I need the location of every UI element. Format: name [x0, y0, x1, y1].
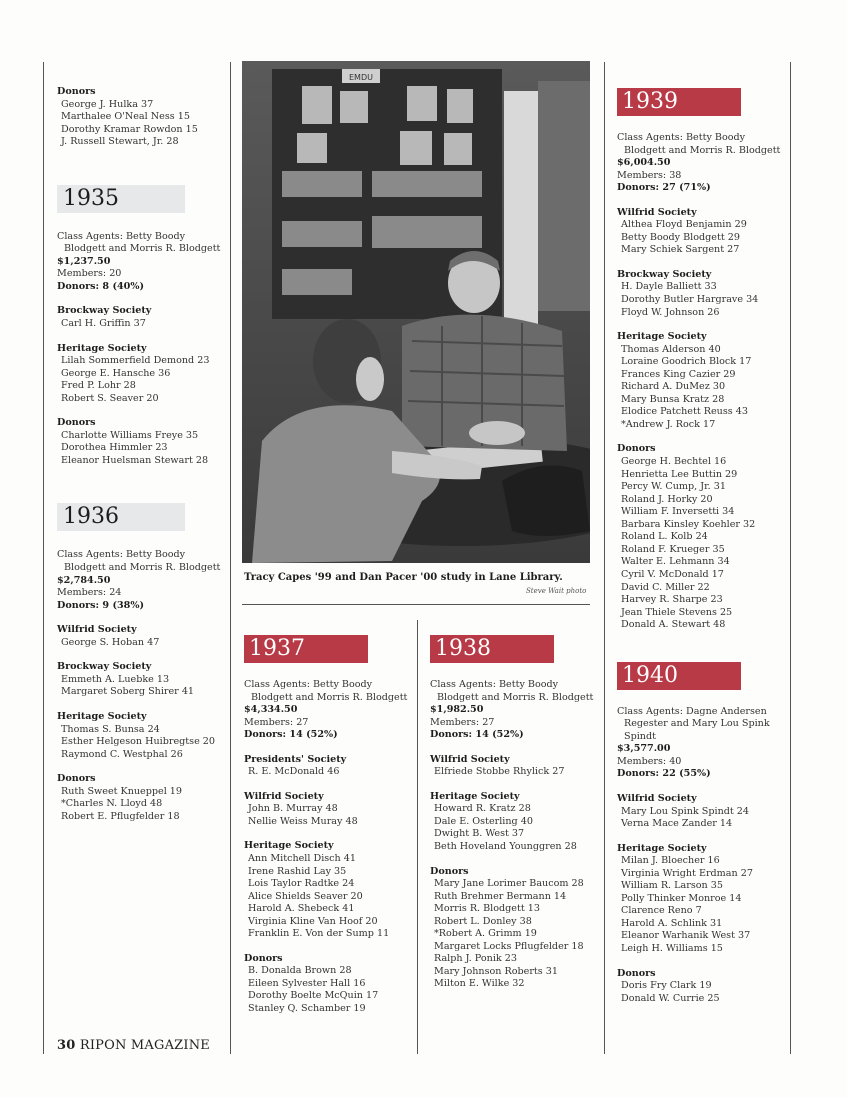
page-number: 30: [57, 1038, 76, 1053]
donor-name: David C. Miller 22: [621, 581, 710, 593]
donor-name: Dale E. Osterling 40: [434, 815, 533, 827]
donor-name: Betty Boody Blodgett 29: [621, 231, 740, 243]
donor-name: Eileen Sylvester Hall 16: [248, 977, 366, 989]
donor-name: Carl H. Griffin 37: [61, 318, 146, 330]
donor-name: Thomas Alderson 40: [621, 343, 721, 355]
class-agents-cont: Blodgett and Morris R. Blodgett: [251, 691, 408, 703]
name-list: [57, 99, 227, 149]
donor-name: Ann Mitchell Disch 41: [248, 853, 356, 865]
class-agents: Class Agents: Betty Boody: [57, 549, 186, 561]
class-1939: [617, 88, 789, 632]
section-heading: Heritage Society: [57, 342, 147, 354]
donor-name: Robert S. Seaver 20: [61, 392, 159, 404]
donor-name: Eleanor Huelsman Stewart 28: [61, 454, 209, 466]
name-list: [617, 456, 789, 632]
members: Members: 24: [57, 587, 122, 599]
donor-name: Beth Hoveland Younggren 28: [434, 841, 577, 853]
donor-name: Margaret Locks Pflugfelder 18: [434, 940, 584, 952]
wilfrid-society: [57, 624, 227, 649]
section-heading: Heritage Society: [617, 842, 707, 854]
section-heading: Wilfrid Society: [430, 753, 510, 765]
donor-name: Leigh H. Williams 15: [621, 942, 723, 954]
donor-name: Ruth Sweet Knueppel 19: [61, 785, 183, 797]
section-heading: Wilfrid Society: [57, 624, 137, 636]
donor-name: Elfriede Stobbe Rhylick 27: [434, 766, 565, 778]
donor-name: Barbara Kinsley Koehler 32: [621, 518, 756, 530]
class-agents-cont: Blodgett and Morris R. Blodgett: [624, 144, 781, 156]
name-list: [430, 878, 600, 991]
donors-count: Donors: 27 (71%): [617, 182, 711, 194]
class-agents-cont: Blodgett and Morris R. Blodgett: [437, 691, 594, 703]
donor-name: H. Dayle Balliett 33: [621, 281, 717, 293]
name-list: [57, 355, 227, 405]
donor-name: Roland F. Krueger 35: [621, 543, 725, 555]
section-heading: Donors: [617, 443, 656, 455]
donor-name: Percy W. Cump, Jr. 31: [621, 481, 726, 493]
donor-name: Emmeth A. Luebke 13: [61, 673, 170, 685]
year-heading: 1938: [430, 635, 554, 663]
class-agents: Class Agents: Betty Boody: [57, 230, 186, 242]
section-heading: Donors: [57, 773, 96, 785]
name-list: [244, 853, 414, 941]
donor-name: *Charles N. Lloyd 48: [61, 798, 163, 810]
column-rule-right: [790, 62, 791, 1054]
name-list: [57, 318, 227, 331]
donor-name: Howard R. Kratz 28: [434, 803, 531, 815]
donor-name: Cyril V. McDonald 17: [621, 568, 724, 580]
wilfrid-society: [244, 791, 414, 829]
donor-name: William R. Larson 35: [621, 880, 723, 892]
donor-name: Verna Mace Zander 14: [621, 818, 733, 830]
donor-name: Clarence Reno 7: [621, 905, 702, 917]
donor-name: Harold A. Schlink 31: [621, 917, 723, 929]
donors-block-continued: [57, 86, 227, 149]
class-summary: [617, 706, 789, 781]
donor-name: Ruth Brehmer Bermann 14: [434, 890, 567, 902]
column-1: [57, 86, 227, 835]
class-agents: Class Agents: Betty Boody: [430, 679, 559, 690]
section-heading: Heritage Society: [430, 790, 520, 802]
donor-name: Franklin E. Von der Sump 11: [248, 928, 390, 940]
class-agents: Class Agents: Betty Boody: [617, 132, 746, 143]
class-1940: [617, 662, 789, 1005]
donors-count: Donors: 9 (38%): [57, 599, 144, 611]
donor-name: Walter E. Lehmann 34: [621, 556, 730, 568]
section-heading: Donors: [244, 952, 283, 964]
class-1935: [57, 185, 227, 468]
donor-name: Milton E. Wilke 32: [434, 978, 525, 990]
class-1938: [430, 635, 600, 1003]
donor-name: Loraine Goodrich Block 17: [621, 356, 752, 368]
section-heading: Heritage Society: [617, 331, 707, 343]
donor-name: George E. Hansche 36: [61, 367, 171, 379]
donor-name: B. Donalda Brown 28: [248, 965, 352, 977]
name-list: [57, 724, 227, 762]
year-heading: 1939: [617, 88, 741, 116]
donor-name: Stanley Q. Schamber 19: [248, 1003, 366, 1015]
donor-name: J. Russell Stewart, Jr. 28: [61, 136, 179, 148]
section-heading: Brockway Society: [617, 268, 712, 280]
wilfrid-society: [430, 754, 600, 779]
column-rule-2: [230, 62, 231, 1054]
heritage-society: [430, 791, 600, 854]
donor-name: Mary Jane Lorimer Baucom 28: [434, 878, 584, 890]
section-heading: Brockway Society: [57, 305, 152, 317]
donor-name: Irene Rashid Lay 35: [248, 865, 347, 877]
donor-name: Virginia Kline Van Hoof 20: [248, 915, 378, 927]
members: Members: 27: [430, 716, 495, 728]
donor-name: Dorothy Kramar Rowdon 15: [61, 123, 198, 135]
class-agents-cont: Blodgett and Morris R. Blodgett: [64, 243, 221, 255]
donor-name: Raymond C. Westphal 26: [61, 748, 183, 760]
photo-credit: Steve Wait photo: [526, 587, 587, 595]
heritage-society: [617, 331, 789, 431]
presidents-society: [244, 754, 414, 779]
section-heading: Heritage Society: [57, 710, 147, 722]
donor-name: Jean Thiele Stevens 25: [621, 606, 733, 618]
photo-caption: Tracy Capes '99 and Dan Pacer '00 study in Lane Library.: [244, 572, 563, 583]
donor-name: George J. Hulka 37: [61, 98, 154, 110]
donors-count: Donors: 22 (55%): [617, 768, 711, 780]
donor-name: Althea Floyd Benjamin 29: [621, 219, 747, 231]
donor-name: Roland J. Horky 20: [621, 493, 713, 505]
year-heading: 1936: [57, 503, 185, 531]
donor-name: Elodice Patchett Reuss 43: [621, 406, 748, 418]
magazine-name: RIPON MAGAZINE: [79, 1038, 210, 1053]
wilfrid-society: [617, 793, 789, 831]
class-agents: Class Agents: Betty Boody: [244, 679, 373, 690]
donor-name: Robert L. Donley 38: [434, 915, 532, 927]
donor-name: Morris R. Blodgett 13: [434, 903, 540, 915]
amount: $1,982.50: [430, 704, 484, 716]
donor-name: Milan J. Bloecher 16: [621, 855, 720, 867]
donor-name: Charlotte Williams Freye 35: [61, 429, 199, 441]
column-rule-middle: [417, 620, 418, 1054]
section-heading: Wilfrid Society: [617, 206, 697, 218]
donor-name: Mary Lou Spink Spindt 24: [621, 805, 750, 817]
donor-name: Virginia Wright Erdman 27: [621, 867, 753, 879]
name-list: [617, 281, 789, 319]
donor-name: Roland L. Kolb 24: [621, 531, 708, 543]
donor-name: Lois Taylor Radtke 24: [248, 878, 355, 890]
class-agents-cont: Spindt: [624, 730, 656, 742]
brockway-society: [57, 661, 227, 699]
amount: $1,237.50: [57, 255, 111, 267]
heritage-society: [244, 840, 414, 940]
donors-count: Donors: 8 (40%): [57, 280, 144, 292]
year-heading: 1935: [57, 185, 185, 213]
donor-name: Floyd W. Johnson 26: [621, 306, 720, 318]
donor-name: Dorothy Boelte McQuin 17: [248, 990, 379, 1002]
class-agents: Class Agents: Dagne Andersen: [617, 705, 767, 717]
section-heading: Presidents' Society: [244, 753, 347, 765]
donors-count: Donors: 14 (52%): [244, 729, 338, 741]
donor-name: Robert E. Pflugfelder 18: [61, 810, 180, 822]
amount: $4,334.50: [244, 704, 298, 716]
column-rule-left: [43, 62, 44, 1054]
class-summary: [617, 132, 789, 195]
donor-name: Esther Helgeson Huibregtse 20: [61, 736, 216, 748]
donor-name: John B. Murray 48: [248, 803, 338, 815]
heritage-society: [57, 343, 227, 406]
name-list: [57, 674, 227, 699]
section-heading: Wilfrid Society: [617, 792, 697, 804]
donor-name: Nellie Weiss Muray 48: [248, 815, 358, 827]
donor-name: Donald W. Currie 25: [621, 992, 720, 1004]
donor-name: Dwight B. West 37: [434, 828, 525, 840]
name-list: [244, 803, 414, 828]
donor-name: R. E. McDonald 46: [248, 766, 340, 778]
class-agents-cont: Regester and Mary Lou Spink: [624, 718, 770, 730]
donor-name: Eleanor Warhanik West 37: [621, 930, 751, 942]
brockway-society: [617, 269, 789, 319]
section-heading: Donors: [57, 86, 96, 97]
donor-name: Mary Bunsa Kratz 28: [621, 393, 725, 405]
year-heading: 1937: [244, 635, 368, 663]
class-agents-cont: Blodgett and Morris R. Blodgett: [64, 562, 221, 574]
donor-name: Polly Thinker Monroe 14: [621, 892, 742, 904]
amount: $6,004.50: [617, 157, 671, 169]
name-list: [617, 219, 789, 257]
donor-name: Mary Johnson Roberts 31: [434, 965, 558, 977]
donors: [617, 443, 789, 631]
members: Members: 20: [57, 268, 122, 280]
donor-name: Doris Fry Clark 19: [621, 980, 712, 992]
class-summary: [244, 679, 414, 742]
amount: $2,784.50: [57, 574, 111, 586]
section-heading: Brockway Society: [57, 661, 152, 673]
donor-name: Marthalee O'Neal Ness 15: [61, 111, 190, 123]
donors: [244, 953, 414, 1016]
name-list: [617, 855, 789, 955]
members: Members: 40: [617, 755, 682, 767]
name-list: [430, 803, 600, 853]
page-footer: [57, 1038, 210, 1053]
donors: [57, 417, 227, 467]
heritage-society: [57, 711, 227, 761]
heritage-society: [617, 843, 789, 956]
donor-name: *Andrew J. Rock 17: [621, 418, 716, 430]
name-list: [57, 786, 227, 824]
brockway-society: [57, 305, 227, 330]
class-summary: [430, 679, 600, 742]
donor-name: Donald A. Stewart 48: [621, 619, 726, 631]
donors: [617, 968, 789, 1006]
section-heading: Heritage Society: [244, 840, 334, 852]
section-heading: Donors: [430, 865, 469, 877]
donor-name: Thomas S. Bunsa 24: [61, 723, 160, 735]
donor-name: Dorothea Himmler 23: [61, 442, 168, 454]
donor-name: Margaret Soberg Shirer 41: [61, 686, 195, 698]
photo-sign-text: EMDU: [349, 73, 373, 82]
donors-count: Donors: 14 (52%): [430, 729, 524, 741]
donor-name: Frances King Cazier 29: [621, 368, 736, 380]
caption-rule: [242, 604, 590, 605]
name-list: [244, 965, 414, 1015]
section-heading: Wilfrid Society: [244, 790, 324, 802]
members: Members: 27: [244, 716, 309, 728]
class-summary: [57, 231, 227, 294]
class-summary: [57, 549, 227, 612]
section-heading: Donors: [617, 967, 656, 979]
library-photo-illustration: [242, 61, 590, 563]
name-list: [617, 806, 789, 831]
members: Members: 38: [617, 169, 682, 181]
name-list: [244, 766, 414, 779]
name-list: [57, 430, 227, 468]
donor-name: Harvey R. Sharpe 23: [621, 594, 723, 606]
donor-name: Alice Shields Seaver 20: [248, 890, 363, 902]
amount: $3,577.00: [617, 743, 671, 755]
class-1936: [57, 503, 227, 823]
name-list: [430, 766, 600, 779]
donor-name: George H. Bechtel 16: [621, 456, 727, 468]
donor-name: Dorothy Butler Hargrave 34: [621, 294, 759, 306]
year-heading: 1940: [617, 662, 741, 690]
donor-name: Mary Schiek Sargent 27: [621, 244, 740, 256]
library-photo: [242, 61, 590, 563]
donor-name: Ralph J. Ponik 23: [434, 953, 517, 965]
donor-name: Lilah Sommerfield Demond 23: [61, 355, 210, 367]
donor-name: Fred P. Lohr 28: [61, 380, 136, 392]
name-list: [617, 980, 789, 1005]
donor-name: Henrietta Lee Buttin 29: [621, 468, 738, 480]
donors: [57, 773, 227, 823]
donor-name: George S. Hoban 47: [61, 636, 160, 648]
column-rule-3: [604, 62, 605, 1054]
wilfrid-society: [617, 207, 789, 257]
donor-name: Harold A. Shebeck 41: [248, 903, 355, 915]
column-4: [617, 88, 789, 1017]
donors: [430, 866, 600, 991]
donor-name: William F. Inversetti 34: [621, 506, 735, 518]
class-1937: [244, 635, 414, 1028]
name-list: [57, 637, 227, 650]
section-heading: Donors: [57, 417, 96, 429]
donor-name: Richard A. DuMez 30: [621, 381, 726, 393]
name-list: [617, 344, 789, 432]
donor-name: *Robert A. Grimm 19: [434, 928, 537, 940]
